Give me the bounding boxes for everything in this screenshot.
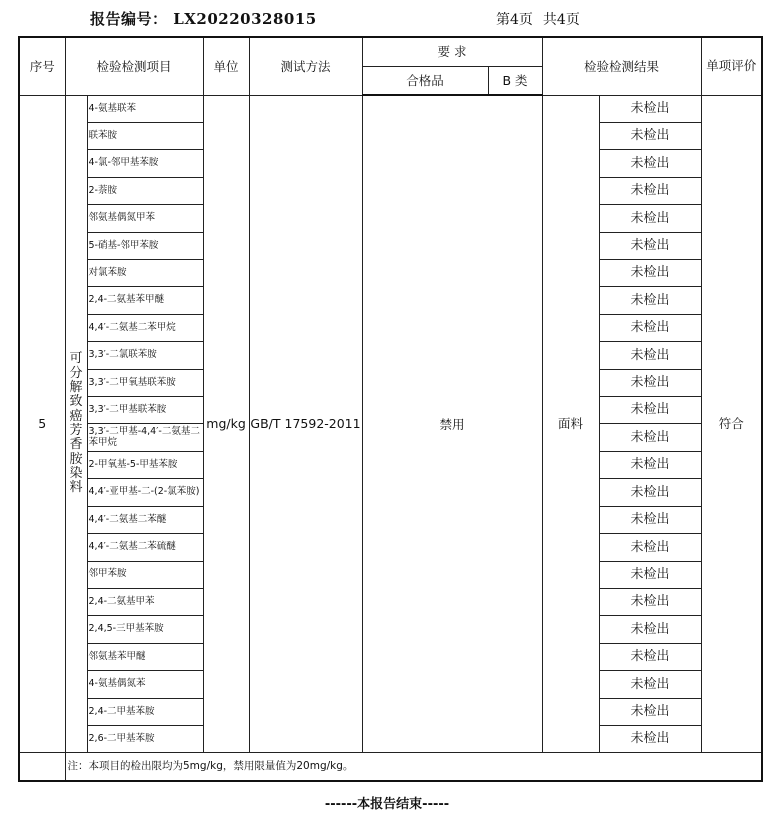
test-report-table bbox=[18, 36, 763, 782]
row-category bbox=[65, 95, 87, 753]
test-item-name: 2-萘胺 bbox=[87, 177, 203, 204]
report-number-label: 报告编号： bbox=[90, 10, 168, 28]
test-item-name: 2,6-二甲基苯胺 bbox=[87, 725, 203, 752]
test-item-result: 未检出 bbox=[599, 643, 701, 670]
row-seq: 5 bbox=[19, 95, 65, 753]
test-item-result: 未检出 bbox=[599, 314, 701, 341]
page-total: 共4页 bbox=[542, 12, 580, 28]
test-item-name: 对氯苯胺 bbox=[87, 260, 203, 287]
test-item-result: 未检出 bbox=[599, 506, 701, 533]
test-item-name: 3,3′-二氯联苯胺 bbox=[87, 342, 203, 369]
test-item-name: 4-氯-邻甲基苯胺 bbox=[87, 150, 203, 177]
test-item-result: 未检出 bbox=[599, 123, 701, 150]
header-item: 检验检测项目 bbox=[65, 37, 203, 95]
row-part: 面料 bbox=[542, 95, 599, 753]
row-requirement: 禁用 bbox=[362, 95, 542, 753]
test-item-result: 未检出 bbox=[599, 479, 701, 506]
row-method: GB/T 17592-2011 bbox=[249, 95, 362, 753]
test-item-name: 邻氨基偶氮甲苯 bbox=[87, 205, 203, 232]
header-result: 检验检测结果 bbox=[542, 37, 701, 95]
table-row bbox=[19, 95, 762, 122]
test-item-result: 未检出 bbox=[599, 671, 701, 698]
row-category-text: 可分解致癌芳香胺染料 bbox=[69, 351, 83, 496]
test-item-name: 2,4,5-三甲基苯胺 bbox=[87, 616, 203, 643]
test-item-result: 未检出 bbox=[599, 616, 701, 643]
test-item-result: 未检出 bbox=[599, 342, 701, 369]
test-item-name: 邻甲苯胺 bbox=[87, 561, 203, 588]
test-item-name: 联苯胺 bbox=[87, 123, 203, 150]
report-number-value: LX20220328015 bbox=[173, 10, 317, 28]
test-item-name: 4,4′-二氨基二苯甲烷 bbox=[87, 314, 203, 341]
test-item-name: 3,3′-二甲氧基联苯胺 bbox=[87, 369, 203, 396]
test-item-result: 未检出 bbox=[599, 588, 701, 615]
test-item-result: 未检出 bbox=[599, 725, 701, 752]
row-evaluation: 符合 bbox=[701, 95, 762, 753]
test-item-result: 未检出 bbox=[599, 397, 701, 424]
header-class-b: B 类 bbox=[488, 66, 542, 95]
test-item-result: 未检出 bbox=[599, 424, 701, 451]
report-end-footer: ------本报告结束----- bbox=[324, 797, 450, 812]
test-item-name: 3,3′-二甲基联苯胺 bbox=[87, 397, 203, 424]
test-item-name: 4,4′-亚甲基-二-(2-氯苯胺) bbox=[87, 479, 203, 506]
test-item-result: 未检出 bbox=[599, 232, 701, 259]
test-item-result: 未检出 bbox=[599, 95, 701, 122]
test-item-name: 2-甲氧基-5-甲基苯胺 bbox=[87, 451, 203, 478]
header-evaluation: 单项评价 bbox=[701, 37, 762, 95]
note-row bbox=[19, 753, 762, 781]
test-item-name: 4-氨基偶氮苯 bbox=[87, 671, 203, 698]
test-item-result: 未检出 bbox=[599, 698, 701, 725]
test-item-name: 2,4-二甲基苯胺 bbox=[87, 698, 203, 725]
test-item-result: 未检出 bbox=[599, 451, 701, 478]
header-method: 测试方法 bbox=[249, 37, 362, 95]
header-unit: 单位 bbox=[203, 37, 249, 95]
test-item-result: 未检出 bbox=[599, 177, 701, 204]
test-item-name: 邻氨基苯甲醚 bbox=[87, 643, 203, 670]
test-item-result: 未检出 bbox=[599, 534, 701, 561]
page-indicator bbox=[496, 9, 580, 29]
test-item-result: 未检出 bbox=[599, 561, 701, 588]
header-qualified: 合格品 bbox=[362, 66, 488, 95]
test-item-name: 4,4′-二氨基二苯硫醚 bbox=[87, 534, 203, 561]
table-note: 注：本项目的检出限均为5mg/kg，禁用限量值为20mg/kg。 bbox=[65, 753, 762, 781]
row-unit: mg/kg bbox=[203, 95, 249, 753]
header-seq: 序号 bbox=[19, 37, 65, 95]
test-item-name: 4-氨基联苯 bbox=[87, 95, 203, 122]
test-item-name: 5-硝基-邻甲苯胺 bbox=[87, 232, 203, 259]
test-item-result: 未检出 bbox=[599, 150, 701, 177]
test-item-name: 3,3′-二甲基-4,4′-二氨基二苯甲烷 bbox=[87, 424, 203, 451]
test-item-name: 2,4-二氨基苯甲醚 bbox=[87, 287, 203, 314]
test-item-result: 未检出 bbox=[599, 260, 701, 287]
test-item-name: 2,4-二氨基甲苯 bbox=[87, 588, 203, 615]
header-requirement: 要 求 bbox=[362, 37, 542, 66]
test-item-name: 4,4′-二氨基二苯醚 bbox=[87, 506, 203, 533]
report-number bbox=[90, 8, 317, 29]
page-current: 第4页 bbox=[496, 12, 533, 28]
note-spacer bbox=[19, 753, 65, 781]
test-item-result: 未检出 bbox=[599, 287, 701, 314]
test-item-result: 未检出 bbox=[599, 369, 701, 396]
test-item-result: 未检出 bbox=[599, 205, 701, 232]
